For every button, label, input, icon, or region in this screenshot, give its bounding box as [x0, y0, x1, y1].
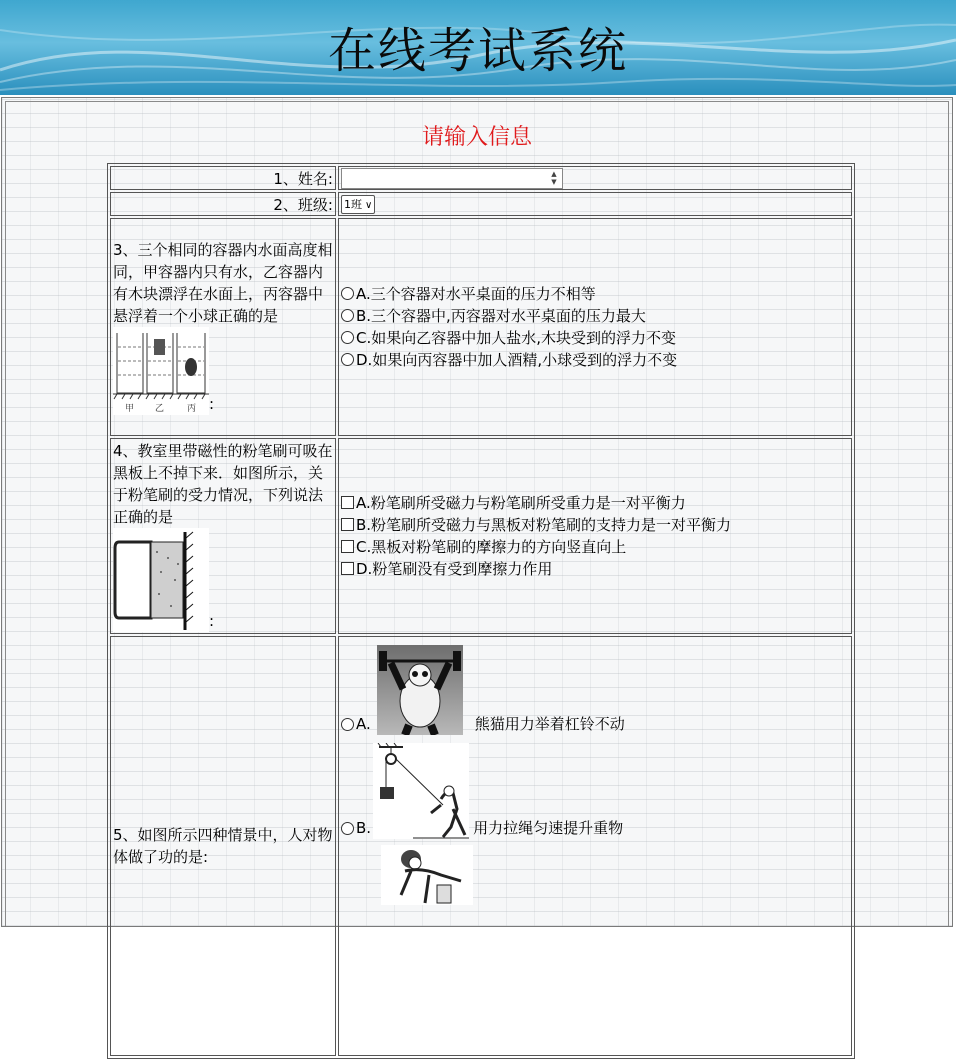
option-4a[interactable]: [341, 492, 849, 514]
question-4-cell: [110, 438, 336, 634]
figure-label-bing: 丙: [187, 404, 197, 414]
question-5-options: [338, 636, 852, 1056]
option-4c[interactable]: [341, 536, 849, 558]
question-4-text: 4、教室里带磁性的粉笔刷可吸在黑板上不掉下来．如图所示，关于粉笔刷的受力情况，下列说法正确的是: [113, 442, 333, 526]
option-letter: A.: [356, 715, 371, 733]
pulley-lifting-image: [373, 743, 469, 839]
radio-button[interactable]: [341, 331, 354, 344]
figure-label-yi: 乙: [155, 404, 165, 414]
option-letter: B.: [356, 819, 372, 837]
question-3-text: 3、三个相同的容器内水面高度相同，甲容器内只有水，乙容器内有木块漂浮在水面上，丙容器中悬浮着一个小球正确的是: [113, 241, 333, 325]
option-caption: 用力拉绳匀速提升重物: [473, 819, 624, 837]
option-caption: 熊猫用力举着杠铃不动: [474, 715, 625, 733]
question-4-suffix: :: [209, 612, 215, 630]
option-4d[interactable]: [341, 558, 849, 580]
question-3-cell: [110, 218, 336, 436]
content-panel-inner: [5, 101, 949, 926]
option-3b[interactable]: [341, 305, 849, 327]
option-label: A.粉笔刷所受磁力与粉笔刷所受重力是一对平衡力: [356, 494, 686, 512]
chevron-down-icon: ∨: [365, 199, 373, 211]
option-5a[interactable]: [341, 645, 849, 735]
checkbox[interactable]: [341, 540, 354, 553]
question-row-5: [110, 636, 852, 1056]
question-3-suffix: :: [209, 395, 215, 413]
checkbox[interactable]: [341, 496, 354, 509]
option-label: B.粉笔刷所受磁力与黑板对粉笔刷的支持力是一对平衡力: [356, 516, 732, 534]
checkbox[interactable]: [341, 518, 354, 531]
class-select-value: 1班: [344, 197, 362, 211]
option-3a[interactable]: [341, 283, 849, 305]
exam-form-table: [107, 163, 855, 1059]
app-title: 在线考试系统: [327, 23, 628, 79]
question-3-options: [338, 218, 852, 436]
chalk-eraser-figure: [113, 528, 209, 632]
figure-label-jia: 甲: [125, 404, 135, 414]
option-3d[interactable]: [341, 349, 849, 371]
spinner-icon[interactable]: ▲ ▼: [551, 169, 557, 186]
class-select[interactable]: [341, 195, 375, 214]
containers-figure: [113, 327, 209, 415]
question-row-3: [110, 218, 852, 436]
name-label: 1、姓名:: [110, 166, 336, 190]
radio-button[interactable]: [341, 287, 354, 300]
class-label: 2、班级:: [110, 192, 336, 216]
window-edge: [956, 0, 969, 910]
name-input[interactable]: [341, 168, 563, 189]
radio-button[interactable]: [341, 353, 354, 366]
option-label: C.黑板对粉笔刷的摩擦力的方向竖直向上: [356, 538, 627, 556]
question-5-cell: [110, 636, 336, 1056]
question-5-text: 5、如图所示四种情景中，人对物体做了功的是:: [113, 826, 333, 866]
option-label: D.粉笔刷没有受到摩擦力作用: [356, 560, 553, 578]
name-cell: [338, 166, 852, 190]
panda-barbell-image: [377, 645, 463, 735]
class-cell: [338, 192, 852, 216]
content-panel: [1, 97, 953, 927]
person-bending-image: [381, 845, 473, 905]
page-heading: 请输入信息: [421, 125, 532, 150]
checkbox[interactable]: [341, 562, 354, 575]
radio-button[interactable]: [341, 822, 354, 835]
option-label: A.三个容器对水平桌面的压力不相等: [356, 285, 596, 303]
question-4-options: [338, 438, 852, 634]
name-row: [110, 166, 852, 190]
option-label: B.三个容器中,丙容器对水平桌面的压力最大: [356, 307, 646, 325]
class-row: [110, 192, 852, 216]
option-label: C.如果向乙容器中加人盐水,木块受到的浮力不变: [356, 329, 677, 347]
option-4b[interactable]: [341, 514, 849, 536]
option-label: D.如果向丙容器中加人酒精,小球受到的浮力不变: [356, 351, 678, 369]
radio-button[interactable]: [341, 309, 354, 322]
option-3c[interactable]: [341, 327, 849, 349]
option-5c-image-partial: [381, 845, 849, 909]
question-row-4: [110, 438, 852, 634]
header-banner: [0, 0, 956, 95]
option-5b[interactable]: [341, 743, 849, 839]
radio-button[interactable]: [341, 718, 354, 731]
